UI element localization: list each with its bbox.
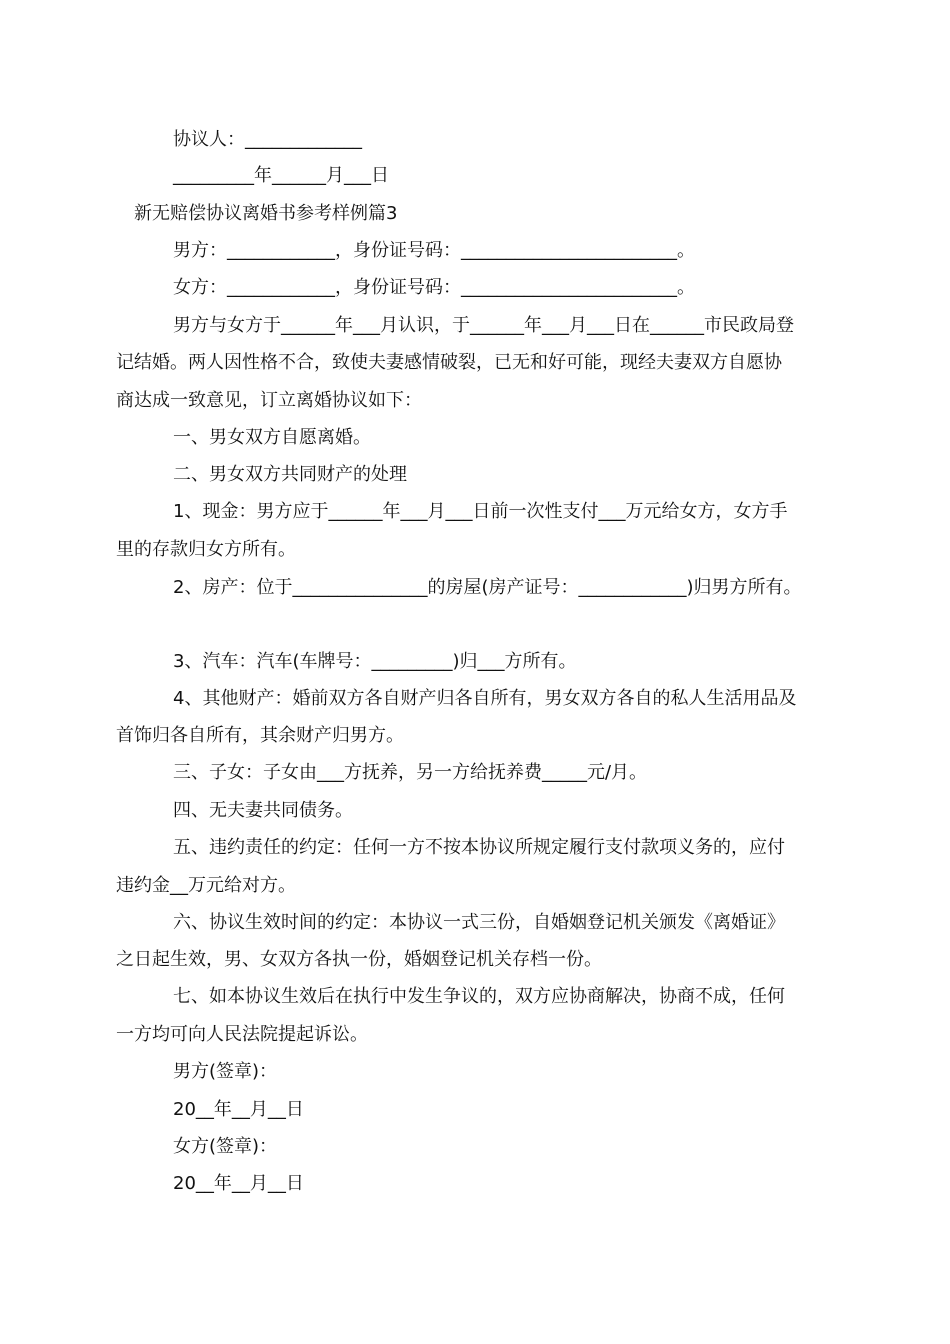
male-date-line: 20__年__月__日: [173, 1099, 304, 1120]
item-other-line-2: 首饰归各自所有，其余财产归男方。: [116, 725, 404, 746]
clause-6-line-2: 之日起生效，男、女双方各执一份，婚姻登记机关存档一份。: [116, 949, 602, 970]
clause-4: 四、无夫妻共同债务。: [173, 800, 353, 821]
intro-line-2: 记结婚。两人因性格不合，致使夫妻感情破裂，已无和好可能，现经夫妻双方自愿协: [116, 352, 782, 373]
clause-7-line-1: 七、如本协议生效后在执行中发生争议的，双方应协商解决，协商不成，任何: [173, 986, 785, 1007]
item-house: 2、房产：位于_______________的房屋(房产证号：____________)归男方所有。: [173, 577, 802, 598]
female-signature-line: 女方(签章)：: [173, 1136, 278, 1157]
clause-7-line-2: 一方均可向人民法院提起诉讼。: [116, 1024, 368, 1045]
date-line-top: _________年______月___日: [173, 165, 389, 186]
item-cash-line-1: 1、现金：男方应于______年___月___日前一次性支付___万元给女方，女方手: [173, 501, 788, 522]
female-id-line: 女方：____________，身份证号码：________________________。: [173, 277, 695, 298]
intro-line-1: 男方与女方于______年___月认识，于______年___月___日在______市民政局登: [173, 315, 794, 336]
clause-3: 三、子女：子女由___方抚养，另一方给抚养费_____元/月。: [173, 762, 648, 783]
agreement-person-line: 协议人：_____________: [173, 129, 362, 150]
clause-6-line-1: 六、协议生效时间的约定：本协议一式三份，自婚姻登记机关颁发《离婚证》: [173, 912, 785, 933]
item-other-line-1: 4、其他财产：婚前双方各自财产归各自所有，男女双方各自的私人生活用品及: [173, 688, 797, 709]
clause-5-line-2: 违约金__万元给对方。: [116, 875, 296, 896]
item-cash-line-2: 里的存款归女方所有。: [116, 539, 296, 560]
item-car: 3、汽车：汽车(车牌号：_________)归___方所有。: [173, 651, 577, 672]
female-date-line: 20__年__月__日: [173, 1173, 304, 1194]
male-signature-line: 男方(签章)：: [173, 1061, 278, 1082]
clause-1: 一、男女双方自愿离婚。: [173, 427, 371, 448]
section-title: 新无赔偿协议离婚书参考样例篇3: [134, 203, 398, 224]
intro-line-3: 商达成一致意见，订立离婚协议如下：: [116, 390, 422, 411]
male-id-line: 男方：____________，身份证号码：________________________。: [173, 240, 695, 261]
clause-2: 二、男女双方共同财产的处理: [173, 464, 407, 485]
clause-5-line-1: 五、违约责任的约定：任何一方不按本协议所规定履行支付款项义务的，应付: [173, 837, 785, 858]
